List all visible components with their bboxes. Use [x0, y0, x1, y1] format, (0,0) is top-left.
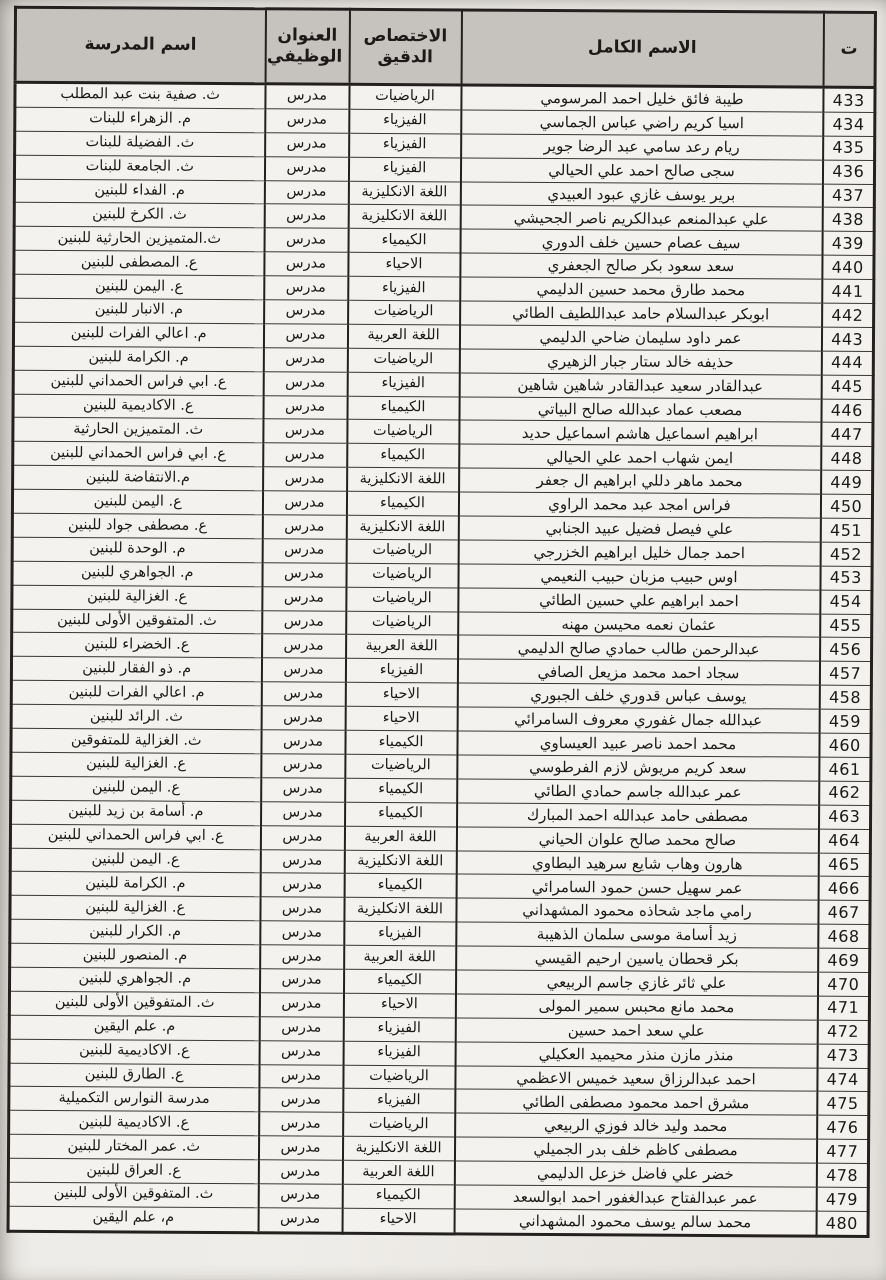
cell-specialization: الفيزياء	[348, 276, 460, 301]
cell-school: ث. المتميزين الحارثية	[13, 418, 263, 443]
cell-job-title: مدرس	[261, 706, 345, 730]
cell-full-name: اسيا كريم راضي عباس الجماسي	[461, 110, 823, 136]
cell-school: ع. الغزالية للبنين	[12, 585, 262, 610]
cell-school: ع. الغزالية للبنين	[10, 896, 260, 921]
col-header-specialization: الاختصاص الدقيق	[349, 9, 461, 85]
cell-full-name: محمد مانع محبس سمير المولى	[455, 994, 817, 1020]
cell-serial: 467	[818, 900, 870, 924]
cell-specialization: الفيزياء	[343, 1089, 455, 1114]
cell-school: ع. الخضراء للبنين	[12, 633, 262, 658]
cell-school: م. الوحدة للبنين	[12, 537, 262, 562]
cell-specialization: اللغة الانكليزية	[342, 1136, 454, 1161]
cell-school: م. اعالي الفرات للبنين	[11, 680, 261, 705]
cell-serial: 473	[817, 1044, 869, 1068]
cell-school: ث.المتميزين الحارثية للبنين	[14, 227, 264, 252]
cell-school: م. المنصور للبنين	[10, 943, 260, 968]
cell-serial: 440	[822, 255, 874, 279]
cell-full-name: مصطفى حامد عبدالله احمد المبارك	[457, 803, 819, 829]
cell-serial: 457	[819, 662, 871, 686]
cell-serial: 474	[817, 1068, 869, 1092]
cell-serial: 439	[822, 232, 874, 256]
cell-specialization: الاحياء	[348, 253, 460, 278]
cell-specialization: الرياضيات	[348, 300, 460, 325]
cell-school: ث. عمر المختار للبنين	[8, 1134, 258, 1159]
cell-job-title: مدرس	[258, 1208, 342, 1233]
cell-serial: 469	[818, 948, 870, 972]
col-header-job-title: العنوان الوظيفي	[265, 9, 349, 85]
col-header-serial: ت	[823, 12, 875, 87]
cell-serial: 479	[816, 1187, 868, 1211]
cell-school: ع. ابي فراس الحمداني للبنين	[10, 824, 260, 849]
cell-specialization: الكيمياء	[348, 229, 460, 254]
cell-serial: 448	[821, 447, 873, 471]
cell-job-title: مدرس	[263, 348, 347, 372]
cell-school: م.الانتفاضة للبنين	[13, 465, 263, 490]
cell-school: ث. الجامعة للبنات	[14, 155, 264, 180]
cell-job-title: مدرس	[259, 1016, 343, 1040]
cell-serial: 444	[821, 351, 873, 375]
col-header-full-name: الاسم الكامل	[461, 10, 823, 87]
cell-job-title: مدرس	[262, 610, 346, 634]
cell-serial: 468	[818, 924, 870, 948]
cell-serial: 463	[819, 805, 871, 829]
cell-full-name: محمد طارق محمد حسين الدليمي	[460, 277, 822, 303]
cell-school: ع. اليمن للبنين	[10, 848, 260, 873]
cell-school: ث. الغزالية للمتفوقين	[11, 728, 261, 753]
cell-school: م. اعالي الفرات للبنين	[13, 322, 263, 347]
cell-full-name: فراس امجد عبد محمد الراوي	[458, 492, 820, 518]
cell-specialization: الكيمياء	[345, 730, 457, 755]
cell-school: ث. المتفوقين الأولى للبنين	[9, 991, 259, 1016]
cell-job-title: مدرس	[259, 1088, 343, 1112]
cell-full-name: ريام رعد سامي عبد الرضا جوير	[461, 134, 823, 160]
cell-serial: 466	[818, 877, 870, 901]
cell-job-title: مدرس	[259, 993, 343, 1017]
cell-specialization: الرياضيات	[345, 754, 457, 779]
cell-job-title: مدرس	[261, 778, 345, 802]
cell-specialization: الاحياء	[342, 1208, 454, 1234]
cell-job-title: مدرس	[259, 1040, 343, 1064]
cell-serial: 461	[819, 757, 871, 781]
cell-school: ع. ابي فراس الحمداني للبنين	[13, 442, 263, 467]
cell-school: ث. صفية بنت عبد المطلب	[15, 82, 265, 108]
cell-school: م. الانبار للبنين	[14, 298, 264, 323]
cell-job-title: مدرس	[261, 730, 345, 754]
cell-school: ع. المصطفى للبنين	[14, 250, 264, 275]
cell-job-title: مدرس	[260, 825, 344, 849]
cell-specialization: الفيزياء	[343, 1041, 455, 1066]
cell-job-title: مدرس	[258, 1136, 342, 1160]
cell-serial: 442	[822, 303, 874, 327]
cell-job-title: مدرس	[259, 1112, 343, 1136]
cell-full-name: زيد أسامة موسى سلمان الذهيبة	[456, 922, 818, 948]
cell-serial: 451	[820, 518, 872, 542]
header-row	[15, 7, 875, 87]
cell-serial: 447	[821, 423, 873, 447]
cell-school: م. الجواهري للبنين	[12, 561, 262, 586]
cell-school: م. الزهراء للبنات	[15, 107, 265, 132]
cell-specialization: الفيزياء	[344, 921, 456, 946]
cell-full-name: سجاد احمد محمد مزيعل الصافي	[457, 659, 819, 685]
cell-specialization: الكيمياء	[342, 1184, 454, 1209]
cell-full-name: عمر سهيل حسن حمود السامرائي	[456, 874, 818, 900]
cell-serial: 452	[820, 542, 872, 566]
cell-specialization: اللغة العربية	[342, 1160, 454, 1185]
cell-school: م. علم اليقين	[9, 1015, 259, 1040]
cell-specialization: الكيمياء	[347, 444, 459, 469]
cell-specialization: اللغة الانكليزية	[347, 468, 459, 493]
cell-school: ع. الاكاديمية للبنين	[13, 394, 263, 419]
cell-full-name: محمد ماهر دللي ابراهيم ال جعفر	[459, 468, 821, 494]
cell-school: م. الجواهري للبنين	[9, 967, 259, 992]
cell-school: م. أسامة بن زيد للبنين	[11, 800, 261, 825]
teachers-roster-table	[7, 6, 877, 1238]
cell-full-name: عبدالله جمال غفوري معروف السامرائي	[457, 707, 819, 733]
cell-full-name: هارون وهاب شايع سرهيد البطاوي	[456, 850, 818, 876]
cell-specialization: اللغة العربية	[344, 945, 456, 970]
cell-serial: 449	[821, 470, 873, 494]
cell-job-title: مدرس	[265, 109, 349, 133]
cell-full-name: سجى صالح احمد علي الحيالي	[460, 158, 822, 184]
cell-serial: 464	[818, 829, 870, 853]
cell-full-name: ابراهيم اسماعيل هاشم اسماعيل حديد	[459, 420, 821, 446]
cell-job-title: مدرس	[260, 849, 344, 873]
cell-job-title: مدرس	[265, 133, 349, 157]
cell-serial: 472	[817, 1020, 869, 1044]
cell-school: م. الكرامة للبنين	[10, 872, 260, 897]
cell-specialization: الرياضيات	[346, 563, 458, 588]
cell-full-name: علي عبدالمنعم عبدالكريم ناصر الجحيشي	[460, 205, 822, 231]
cell-job-title: مدرس	[258, 1160, 342, 1184]
cell-full-name: يوسف عباس قدوري خلف الجبوري	[457, 683, 819, 709]
cell-specialization: الاحياء	[345, 706, 457, 731]
cell-job-title: مدرس	[258, 1184, 342, 1208]
cell-full-name: محمد وليد خالد فوزي الربيعي	[455, 1113, 817, 1139]
cell-full-name: مصطفى كاظم خلف بدر الجميلي	[454, 1137, 816, 1163]
cell-specialization: الرياضيات	[346, 539, 458, 564]
cell-job-title: مدرس	[263, 419, 347, 443]
cell-full-name: عبدالقادر سعيد عبدالقادر شاهين شاهين	[459, 373, 821, 399]
cell-job-title: مدرس	[262, 491, 346, 515]
cell-job-title: مدرس	[264, 300, 348, 324]
cell-school: ع. مصطفى جواد للبنين	[12, 513, 262, 538]
cell-full-name: طيبة فائق خليل احمد المرسومي	[461, 85, 823, 112]
cell-full-name: عبدالرحمن طالب حمادي صالح الدليمي	[458, 635, 820, 661]
cell-specialization: الفيزياء	[349, 133, 461, 158]
cell-serial: 438	[822, 208, 874, 232]
cell-school: ث. الكرخ للبنين	[14, 203, 264, 228]
cell-serial: 446	[821, 399, 873, 423]
cell-school: ث. الرائد للبنين	[11, 704, 261, 729]
cell-full-name: منذر مازن منذر محيميد العكيلي	[455, 1042, 817, 1068]
cell-full-name: محمد سالم يوسف محمود المشهداني	[454, 1209, 816, 1236]
cell-school: ث. المتفوقين الأولى للبنين	[8, 1182, 258, 1207]
cell-school: ع. الطارق للبنين	[9, 1063, 259, 1088]
cell-job-title: مدرس	[262, 634, 346, 658]
cell-school: ع. اليمن للبنين	[14, 274, 264, 299]
cell-serial: 477	[816, 1139, 868, 1163]
cell-full-name: احمد ابراهيم علي حسين الطائي	[458, 588, 820, 614]
cell-full-name: سيف عصام حسين خلف الدوري	[460, 229, 822, 255]
cell-school: ع. اليمن للبنين	[11, 776, 261, 801]
cell-job-title: مدرس	[260, 945, 344, 969]
cell-specialization: الفيزياء	[343, 1017, 455, 1042]
cell-full-name: رامي ماجد شحاذه محمود المشهداني	[456, 898, 818, 924]
cell-specialization: الرياضيات	[343, 1065, 455, 1090]
cell-full-name: علي فيصل فضيل عبيد الجنابي	[458, 516, 820, 542]
cell-school: ع. الاكاديمية للبنين	[9, 1111, 259, 1136]
cell-full-name: مصعب عماد عبدالله صالح البياتي	[459, 397, 821, 423]
cell-specialization: الرياضيات	[347, 420, 459, 445]
cell-specialization: الفيزياء	[345, 659, 457, 684]
cell-full-name: خضر علي فاضل خزعل الدليمي	[454, 1161, 816, 1187]
cell-school: ث. الفضيلة للبنات	[15, 131, 265, 156]
cell-job-title: مدرس	[261, 682, 345, 706]
cell-job-title: مدرس	[262, 515, 346, 539]
cell-school: ع. اليمن للبنين	[12, 489, 262, 514]
cell-specialization: الكيمياء	[345, 778, 457, 803]
cell-full-name: ابوبكر عبدالسلام حامد عبداللطيف الطائي	[460, 301, 822, 327]
cell-job-title: مدرس	[261, 754, 345, 778]
cell-serial: 453	[820, 566, 872, 590]
cell-job-title: مدرس	[262, 563, 346, 587]
cell-full-name: عثمان نعمه محيسن مهنه	[458, 612, 820, 638]
cell-specialization: اللغة الانكليزية	[348, 181, 460, 206]
cell-serial: 476	[817, 1115, 869, 1139]
cell-job-title: مدرس	[264, 180, 348, 204]
cell-full-name: بكر قحطان ياسين ارحيم القيسي	[456, 946, 818, 972]
cell-job-title: مدرس	[263, 324, 347, 348]
cell-serial: 470	[817, 972, 869, 996]
cell-full-name: عمر عبدالله جاسم حمادي الطائي	[457, 779, 819, 805]
cell-specialization: الرياضيات	[346, 611, 458, 636]
cell-specialization: اللغة الانكليزية	[344, 850, 456, 875]
cell-serial: 460	[819, 733, 871, 757]
cell-job-title: مدرس	[264, 252, 348, 276]
cell-full-name: اوس حبيب مزبان حبيب النعيمي	[458, 564, 820, 590]
cell-school: م. ذو الفقار للبنين	[11, 657, 261, 682]
cell-specialization: اللغة العربية	[347, 324, 459, 349]
cell-job-title: مدرس	[265, 84, 349, 109]
cell-full-name: محمد احمد ناصر عبيد العيساوي	[457, 731, 819, 757]
cell-school: ع. الغزالية للبنين	[11, 752, 261, 777]
cell-full-name: سعد سعود بكر صالح الجعفري	[460, 253, 822, 279]
cell-specialization: الفيزياء	[349, 109, 461, 134]
cell-job-title: مدرس	[261, 801, 345, 825]
cell-specialization: اللغة الانكليزية	[348, 205, 460, 230]
cell-specialization: الكيمياء	[345, 802, 457, 827]
cell-specialization: الفيزياء	[348, 157, 460, 182]
cell-specialization: الفيزياء	[347, 372, 459, 397]
cell-full-name: صالح محمد صالح علوان الحياني	[456, 827, 818, 853]
cell-school: م. الكرار للبنين	[10, 919, 260, 944]
cell-job-title: مدرس	[264, 204, 348, 228]
cell-school: م. الفداء للبنين	[14, 179, 264, 204]
cell-full-name: حذيفه خالد ستار جبار الزهيري	[459, 349, 821, 375]
cell-specialization: الرياضيات	[349, 84, 461, 110]
cell-specialization: الكيمياء	[344, 874, 456, 899]
cell-specialization: اللغة العربية	[346, 635, 458, 660]
cell-specialization: الاحياء	[343, 993, 455, 1018]
cell-job-title: مدرس	[262, 539, 346, 563]
cell-job-title: مدرس	[264, 156, 348, 180]
cell-specialization: اللغة العربية	[344, 826, 456, 851]
cell-job-title: مدرس	[259, 1064, 343, 1088]
cell-school: ع. العراق للبنين	[8, 1158, 258, 1183]
cell-serial: 433	[823, 87, 875, 112]
table-row	[8, 1206, 868, 1236]
cell-full-name: علي ثائر غازي جاسم الربيعي	[455, 970, 817, 996]
cell-serial: 434	[823, 112, 875, 136]
cell-serial: 462	[819, 781, 871, 805]
cell-serial: 455	[820, 614, 872, 638]
cell-serial: 459	[819, 709, 871, 733]
cell-specialization: الكيمياء	[346, 491, 458, 516]
cell-school: م. الكرامة للبنين	[13, 346, 263, 371]
cell-serial: 443	[821, 327, 873, 351]
cell-full-name: برير يوسف غازي عبود العبيدي	[460, 182, 822, 208]
cell-job-title: مدرس	[264, 228, 348, 252]
cell-job-title: مدرس	[263, 443, 347, 467]
cell-serial: 454	[820, 590, 872, 614]
cell-full-name: عمر داود سليمان ضاحي الدليمي	[459, 325, 821, 351]
cell-job-title: مدرس	[263, 395, 347, 419]
cell-serial: 478	[816, 1163, 868, 1187]
cell-serial: 465	[818, 853, 870, 877]
cell-job-title: مدرس	[263, 371, 347, 395]
cell-serial: 435	[823, 136, 875, 160]
cell-job-title: مدرس	[259, 969, 343, 993]
cell-serial: 456	[820, 638, 872, 662]
cell-serial: 436	[822, 160, 874, 184]
cell-job-title: مدرس	[260, 873, 344, 897]
cell-job-title: مدرس	[262, 586, 346, 610]
cell-full-name: ايمن شهاب احمد علي الحيالي	[459, 444, 821, 470]
cell-full-name: احمد جمال خليل ابراهيم الخزرجي	[458, 540, 820, 566]
cell-job-title: مدرس	[260, 897, 344, 921]
cell-specialization: الرياضيات	[347, 348, 459, 373]
cell-serial: 445	[821, 375, 873, 399]
cell-school: مدرسة النوارس التكميلية	[9, 1087, 259, 1112]
cell-school: ع. ابي فراس الحمداني للبنين	[13, 370, 263, 395]
cell-school: ع. الاكاديمية للبنين	[9, 1039, 259, 1064]
cell-job-title: مدرس	[264, 276, 348, 300]
cell-serial: 450	[820, 494, 872, 518]
cell-specialization: اللغة الانكليزية	[344, 898, 456, 923]
cell-job-title: مدرس	[263, 467, 347, 491]
col-header-school: اسم المدرسة	[15, 7, 265, 84]
cell-specialization: الاحياء	[345, 683, 457, 708]
cell-school: م، علم اليقين	[8, 1206, 258, 1232]
cell-specialization: الرياضيات	[343, 1113, 455, 1138]
cell-serial: 437	[822, 184, 874, 208]
cell-full-name: عمر عبدالفتاح عبدالغفور احمد ابوالسعد	[454, 1185, 816, 1211]
cell-serial: 458	[819, 685, 871, 709]
cell-serial: 471	[817, 996, 869, 1020]
cell-full-name: علي سعد احمد حسين	[455, 1018, 817, 1044]
cell-full-name: سعد كريم مريوش لازم الفرطوسي	[457, 755, 819, 781]
cell-full-name: مشرق احمد محمود مصطفى الطائي	[455, 1089, 817, 1115]
cell-school: ث. المتفوقين الأولى للبنين	[12, 609, 262, 634]
cell-serial: 475	[817, 1092, 869, 1116]
cell-full-name: احمد عبدالرزاق سعيد خميس الاعظمي	[455, 1065, 817, 1091]
cell-specialization: الكيمياء	[347, 396, 459, 421]
cell-job-title: مدرس	[261, 658, 345, 682]
table-body	[8, 82, 875, 1236]
cell-specialization: اللغة الانكليزية	[346, 515, 458, 540]
cell-specialization: الكيمياء	[343, 969, 455, 994]
cell-serial: 480	[816, 1211, 868, 1236]
cell-serial: 441	[822, 279, 874, 303]
cell-specialization: الرياضيات	[346, 587, 458, 612]
cell-job-title: مدرس	[260, 921, 344, 945]
